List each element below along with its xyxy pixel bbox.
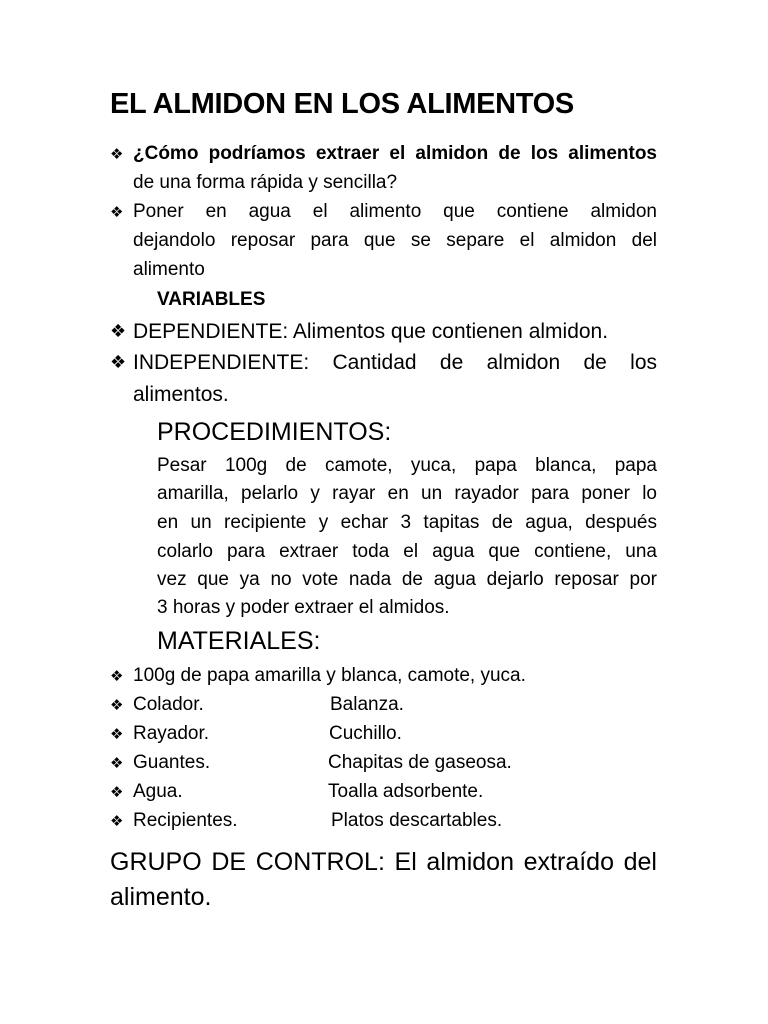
- research-question-line-1: ¿Cómo podríamos extraer el almidon de los alimentos: [133, 143, 657, 164]
- diamond-bullet-icon: ❖: [110, 696, 124, 714]
- procedure-line: amarilla, pelarlo y rayar en un rayador para poner lo: [157, 483, 657, 504]
- dependent-variable: DEPENDIENTE: Alimentos que contienen almidon.: [133, 320, 609, 343]
- diamond-bullet-icon: ❖: [110, 321, 127, 342]
- material-item: 100g de papa amarilla y blanca, camote, yuca.: [133, 665, 526, 686]
- hypothesis-line-3: alimento: [133, 259, 205, 280]
- independent-variable-line-2: alimentos.: [133, 383, 229, 406]
- control-group-line-2: alimento.: [110, 883, 212, 911]
- procedure-line: en un recipiente y echar 3 tapitas de agua, después: [157, 512, 657, 533]
- diamond-bullet-icon: ❖: [110, 783, 124, 801]
- material-item: Toalla adsorbente.: [328, 781, 484, 802]
- variables-heading: VARIABLES: [157, 289, 266, 310]
- diamond-bullet-icon: ❖: [110, 145, 124, 163]
- diamond-bullet-icon: ❖: [110, 352, 127, 373]
- hypothesis-line-1: Poner en agua el alimento que contiene almidon: [133, 201, 657, 222]
- research-question-line-2: de una forma rápida y sencilla?: [133, 172, 398, 193]
- material-item: Chapitas de gaseosa.: [328, 752, 512, 773]
- procedure-heading: PROCEDIMIENTOS:: [157, 418, 392, 446]
- material-item: Balanza.: [330, 694, 404, 715]
- procedure-line: Pesar 100g de camote, yuca, papa blanca, papa: [157, 455, 657, 476]
- procedure-line: colarlo para extraer toda el agua que contiene, una: [157, 541, 657, 562]
- material-item: Colador.: [133, 694, 204, 715]
- material-item: Rayador.: [133, 723, 210, 744]
- material-item: Guantes.: [133, 752, 211, 773]
- material-item: Platos descartables.: [331, 810, 503, 831]
- material-item: Cuchillo.: [329, 723, 402, 744]
- diamond-bullet-icon: ❖: [110, 725, 124, 743]
- independent-variable-line-1: INDEPENDIENTE: Cantidad de almidon de los: [133, 351, 657, 374]
- diamond-bullet-icon: ❖: [110, 667, 124, 685]
- diamond-bullet-icon: ❖: [110, 754, 124, 772]
- material-item: Agua.: [133, 781, 183, 802]
- control-group-line-1: GRUPO DE CONTROL: El almidon extraído del: [110, 848, 657, 876]
- diamond-bullet-icon: ❖: [110, 812, 124, 830]
- page-title: EL ALMIDON EN LOS ALIMENTOS: [110, 88, 574, 120]
- procedure-line: 3 horas y poder extraer el almidos.: [157, 597, 450, 618]
- materials-heading: MATERIALES:: [157, 627, 321, 655]
- diamond-bullet-icon: ❖: [110, 203, 124, 221]
- material-item: Recipientes.: [133, 810, 238, 831]
- procedure-line: vez que ya no vote nada de agua dejarlo reposar por: [157, 569, 657, 590]
- hypothesis-line-2: dejandolo reposar para que se separe el almidon del: [133, 230, 657, 251]
